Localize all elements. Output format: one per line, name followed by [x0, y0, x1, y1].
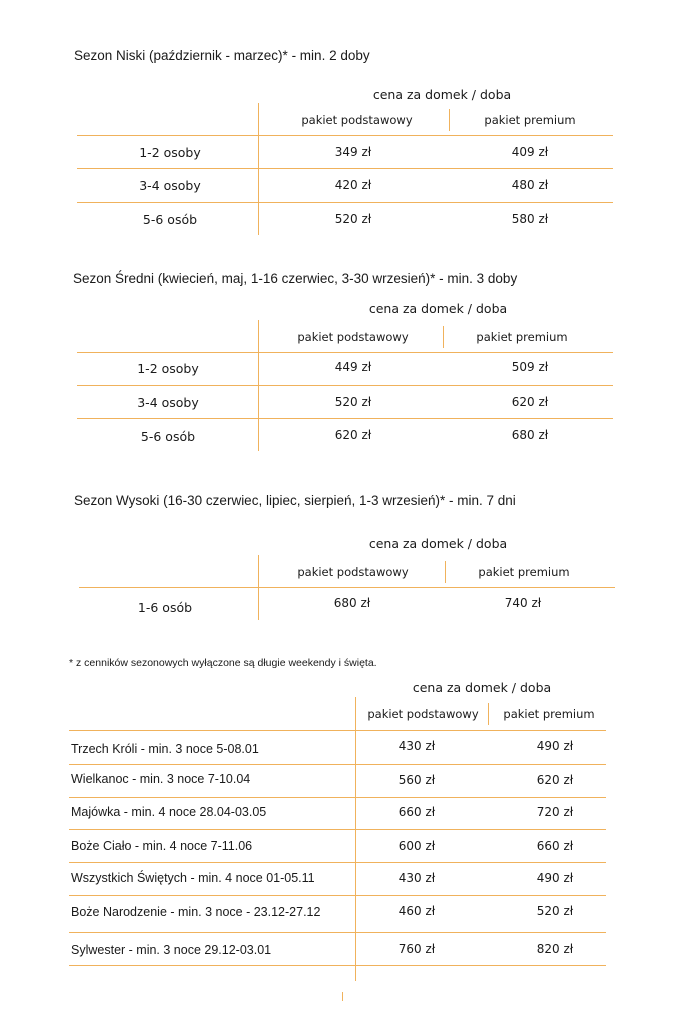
price-basic: 460 zł — [398, 904, 436, 918]
row-label: Sylwester - min. 3 noce 29.12-03.01 — [71, 943, 272, 957]
price-basic: 680 zł — [333, 596, 371, 610]
mid-season-col-basic: pakiet podstawowy — [297, 330, 409, 344]
price-premium: 509 zł — [511, 360, 549, 374]
low-season-heading — [74, 48, 370, 63]
price-basic: 349 zł — [334, 145, 372, 159]
seasonal-footnote: * z cenników sezonowych wyłączone są długie weekendy i święta. — [69, 657, 377, 669]
row-label: 5-6 osób — [140, 429, 196, 444]
row-label: Wszystkich Świętych - min. 4 noce 01-05.11 — [71, 871, 315, 885]
high-season-col-basic: pakiet podstawowy — [297, 565, 409, 579]
mid-season-title: Sezon Średni (kwiecień, maj, 1-16 czerwiec, 3-30 wrzesień)* — [73, 271, 436, 286]
holidays-rule — [69, 895, 606, 896]
mid-season-col-divider — [443, 326, 444, 348]
page-tick-mark — [342, 992, 343, 1001]
price-premium: 480 zł — [511, 178, 549, 192]
low-season-col-divider — [449, 109, 450, 131]
holidays-col-premium: pakiet premium — [503, 707, 595, 721]
low-season-rule — [77, 168, 613, 169]
row-label: 5-6 osób — [142, 212, 198, 227]
price-premium: 620 zł — [511, 395, 549, 409]
row-label: Boże Narodzenie - min. 3 noce - 23.12-27.12 — [71, 905, 321, 919]
mid-season-rule — [77, 418, 613, 419]
low-season-col-basic: pakiet podstawowy — [301, 113, 413, 127]
price-basic: 760 zł — [398, 942, 436, 956]
price-premium: 409 zł — [511, 145, 549, 159]
mid-season-price-caption: cena za domek / doba — [368, 301, 508, 316]
row-label: 1-2 osoby — [139, 145, 201, 160]
price-premium: 680 zł — [511, 428, 549, 442]
row-label: 1-2 osoby — [137, 361, 199, 376]
holidays-rule — [69, 932, 606, 933]
price-basic: 420 zł — [334, 178, 372, 192]
price-premium: 620 zł — [536, 773, 574, 787]
high-season-min-stay: - min. 7 dni — [445, 493, 516, 508]
low-season-title: Sezon Niski (październik - marzec)* — [74, 48, 288, 63]
low-season-price-caption: cena za domek / doba — [372, 87, 512, 102]
high-season-col-divider — [445, 561, 446, 583]
high-season-heading — [74, 493, 516, 508]
row-label: Trzech Króli - min. 3 noce 5-08.01 — [71, 742, 259, 756]
high-season-title: Sezon Wysoki (16-30 czerwiec, lipiec, sierpień, 1-3 wrzesień)* — [74, 493, 446, 508]
low-season-col-premium: pakiet premium — [484, 113, 576, 127]
low-season-min-stay: - min. 2 doby — [287, 48, 370, 63]
price-basic: 660 zł — [398, 805, 436, 819]
price-basic: 449 zł — [334, 360, 372, 374]
row-label: Wielkanoc - min. 3 noce 7-10.04 — [71, 772, 251, 786]
row-label: 1-6 osób — [137, 600, 193, 615]
price-premium: 660 zł — [536, 839, 574, 853]
holidays-label-divider — [355, 697, 356, 981]
mid-season-rule — [77, 352, 613, 353]
high-season-price-caption: cena za domek / doba — [368, 536, 508, 551]
low-season-label-divider — [258, 103, 259, 235]
price-premium: 520 zł — [536, 904, 574, 918]
holidays-price-caption: cena za domek / doba — [412, 680, 552, 695]
price-premium: 490 zł — [536, 739, 574, 753]
price-premium: 580 zł — [511, 212, 549, 226]
holidays-rule — [69, 764, 606, 765]
row-label: Majówka - min. 4 noce 28.04-03.05 — [71, 805, 267, 819]
mid-season-heading — [73, 271, 517, 286]
holidays-rule — [69, 797, 606, 798]
price-premium: 490 zł — [536, 871, 574, 885]
price-premium: 720 zł — [536, 805, 574, 819]
price-basic: 620 zł — [334, 428, 372, 442]
holidays-col-divider — [488, 703, 489, 725]
price-basic: 430 zł — [398, 739, 436, 753]
high-season-col-premium: pakiet premium — [478, 565, 570, 579]
low-season-rule — [77, 135, 613, 136]
holidays-col-basic: pakiet podstawowy — [367, 707, 479, 721]
row-label: 3-4 osoby — [137, 395, 199, 410]
price-premium: 740 zł — [504, 596, 542, 610]
price-basic: 520 zł — [334, 212, 372, 226]
price-basic: 520 zł — [334, 395, 372, 409]
holidays-rule — [69, 862, 606, 863]
holidays-rule — [69, 730, 606, 731]
high-season-rule — [79, 587, 615, 588]
mid-season-rule — [77, 385, 613, 386]
price-basic: 560 zł — [398, 773, 436, 787]
holidays-rule — [69, 965, 606, 966]
price-premium: 820 zł — [536, 942, 574, 956]
price-basic: 600 zł — [398, 839, 436, 853]
mid-season-min-stay: - min. 3 doby — [435, 271, 518, 286]
row-label: Boże Ciało - min. 4 noce 7-11.06 — [71, 839, 253, 853]
row-label: 3-4 osoby — [139, 178, 201, 193]
price-basic: 430 zł — [398, 871, 436, 885]
low-season-rule — [77, 202, 613, 203]
mid-season-col-premium: pakiet premium — [476, 330, 568, 344]
holidays-rule — [69, 829, 606, 830]
